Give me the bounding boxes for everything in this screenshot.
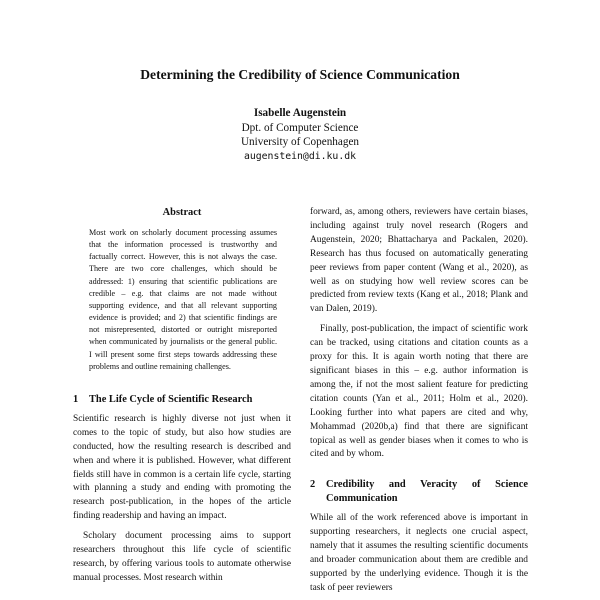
author-department: Dpt. of Computer Science [241,121,359,134]
abstract-text: Most work on scholarly document processing assumes that the information processed is trustworthy and factually correct. However, this is not always the case. There are two core challenges, which should be addressed: 1) ensuring that scientific publications are credible – e.g. that claims are not made without supporting evidence, and that all relevant supporting evidence is provided; and 2) that scientific findings are not misrepresented, distorted or outright misreported when communicated by journalists or the general public. I will present some first steps towards addressing these problems and outline remaining challenges. [89,228,277,371]
section-2-title: Credibility and Veracity of Science Communication [326,479,528,505]
author-email: augenstein@di.ku.dk [243,150,357,162]
section-2-heading [310,478,528,506]
left-column [73,196,291,586]
section-1-heading [73,393,291,407]
section-2-paragraph-1: While all of the work referenced above is important in supporting researchers, it neglects one crucial aspect, namely that it assumes the resulting scientific documents and broader communication about them are credible and supported by the underlying evidence. Though it is the task of peer reviewers [310,513,528,593]
section-1-number: 1 [73,393,79,405]
abstract-heading: Abstract [162,207,202,218]
author-university: University of Copenhagen [240,136,360,148]
section-2-number: 2 [310,479,316,491]
author-block [150,106,450,164]
right-column-paragraph-2: Finally, post-publication, the impact of scientific work can be tracked, using citations and citation counts as a proxy for this. It is again worth noting that there are significant biases in this – e.g. author information is among the, if not the most salient feature for predicting citation counts (Yan et al., 2011; Holm et al., 2020). Looking further into what papers are cited and why, Mohammad (2020b,a) find that there are significant topical as well as gender biases when it comes to who is cited and by whom. [310,324,528,460]
paper-title: Determining the Credibility of Science Communication [140,67,460,82]
right-column-continuation: forward, as, among others, reviewers have certain biases, including against truly novel research (Rogers and Augenstein, 2020; Bhattacharya and Packalen, 2020). Research has thus focused on automatically generating peer reviews from paper content (Wang et al., 2020), as well as on studying how well review scores can be predicted from review texts (Kang et al., 2018; Plank and van Dalen, 2019). [310,207,528,315]
right-column [310,206,528,596]
author-name: Isabelle Augenstein [253,107,347,119]
section-1-title: The Life Cycle of Scientific Research [89,393,253,405]
section-1-paragraph-1: Scientific research is highly diverse not just when it comes to the topic of study, but also how studies are conducted, how the resulting research is described and when and where it is published. However, what different fields still have in common is a certain life cycle, starting with planning a study and ending with promoting the research post-publication, in the hopes of the article finding readership and having an impact. [73,413,291,522]
section-1-paragraph-2: Scholary document processing aims to support researchers throughout this life cycle of scientific research, by offering various tools to automate otherwise manual processes. Most research within [73,531,291,583]
